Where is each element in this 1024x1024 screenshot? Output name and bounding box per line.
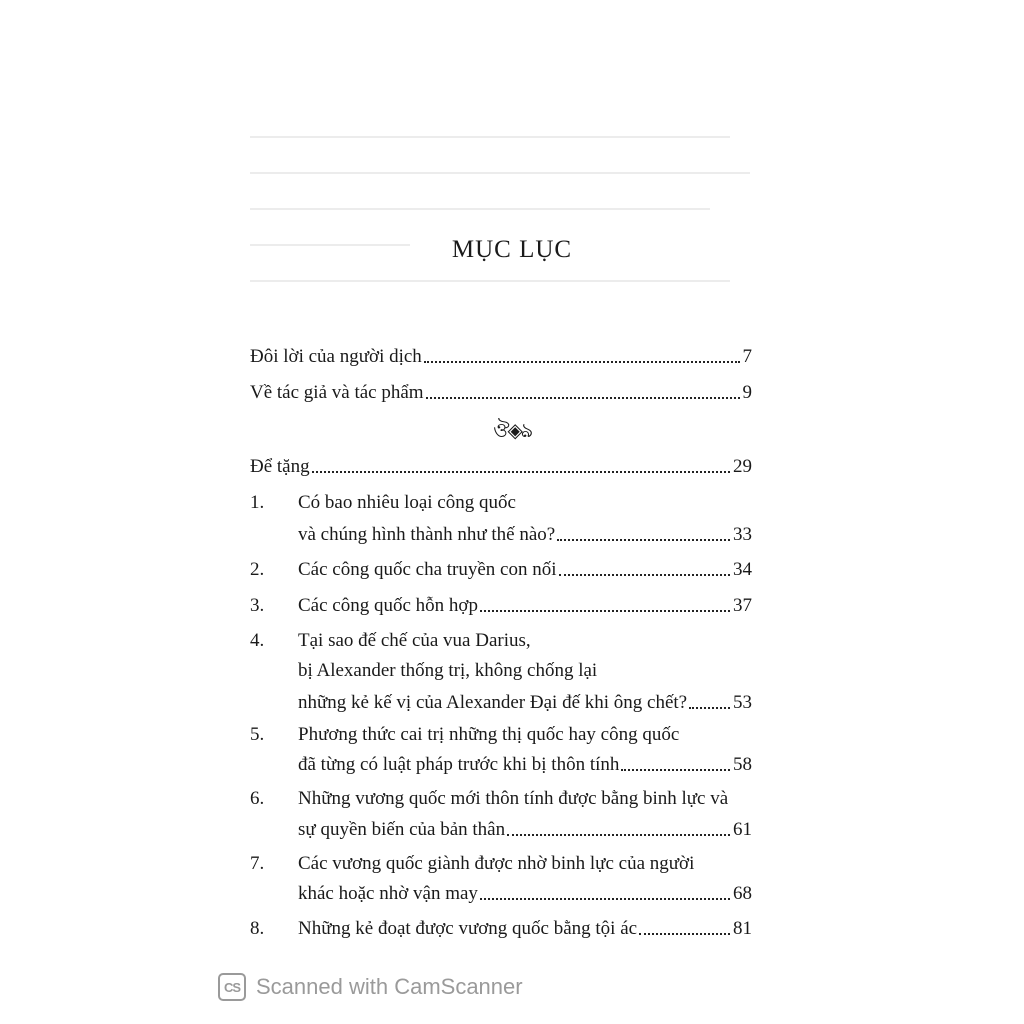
- dot-leader: [426, 397, 740, 399]
- show-through: [250, 280, 730, 282]
- chapter-number: 5.: [250, 724, 265, 745]
- toc-page-number: 81: [733, 918, 752, 939]
- toc-entry-title: Các vương quốc giành được nhờ binh lực của người: [298, 853, 695, 874]
- scanner-watermark: [218, 973, 523, 1001]
- toc-page-number: 61: [733, 819, 752, 840]
- toc-entry-title: sự quyền biến của bản thân: [298, 819, 506, 840]
- toc-entry-title: Những vương quốc mới thôn tính được bằng binh lực và: [298, 788, 729, 809]
- dot-leader: [559, 574, 730, 576]
- toc-entry-title: Phương thức cai trị những thị quốc hay công quốc: [298, 724, 680, 745]
- toc-page-number: 9: [742, 382, 752, 403]
- toc-entry-title: Đôi lời của người dịch: [250, 346, 422, 367]
- dot-leader: [480, 898, 730, 900]
- dot-leader: [480, 610, 730, 612]
- chapter-number: 1.: [250, 492, 265, 513]
- toc-page-number: 29: [733, 456, 752, 477]
- toc-entry-title: Tại sao đế chế của vua Darius,: [298, 630, 531, 651]
- toc-page-number: 37: [733, 595, 752, 616]
- watermark-text: Scanned with CamScanner: [256, 974, 523, 999]
- show-through: [250, 208, 710, 210]
- chapter-number: 2.: [250, 559, 265, 580]
- dot-leader: [312, 471, 730, 473]
- toc-entry-title: Các công quốc hỗn hợp: [298, 595, 478, 616]
- page-title: MỤC LỤC: [451, 236, 573, 263]
- toc-entry-title: Có bao nhiêu loại công quốc: [298, 492, 516, 513]
- toc-entry-title: bị Alexander thống trị, không chống lại: [298, 660, 598, 681]
- toc-entry-title: Những kẻ đoạt được vương quốc bằng tội ác: [298, 918, 638, 939]
- toc-entry-title: khác hoặc nhờ vận may: [298, 883, 478, 904]
- toc-entry-title: Các công quốc cha truyền con nối: [298, 559, 557, 580]
- toc-entry-title: và chúng hình thành như thế nào?: [298, 524, 556, 545]
- chapter-number: 6.: [250, 788, 265, 809]
- camscanner-logo-icon: CS: [218, 973, 246, 1001]
- toc-entry-title: đã từng có luật pháp trước khi bị thôn tính: [298, 754, 620, 775]
- toc-page-number: 53: [733, 692, 752, 713]
- dot-leader: [507, 834, 730, 836]
- chapter-number: 3.: [250, 595, 265, 616]
- toc-entry-title: Để tặng: [250, 456, 310, 477]
- ornament-divider: ঔ◈ঌ: [493, 420, 531, 442]
- toc-page-number: 58: [733, 754, 752, 775]
- dot-leader: [424, 361, 740, 363]
- show-through: [250, 172, 750, 174]
- toc-page-number: 7: [742, 346, 752, 367]
- dot-leader: [639, 933, 730, 935]
- show-through: [250, 136, 730, 138]
- chapter-number: 8.: [250, 918, 265, 939]
- toc-page-number: 34: [733, 559, 752, 580]
- toc-entry-title: Về tác giả và tác phẩm: [250, 382, 424, 403]
- dot-leader: [621, 769, 730, 771]
- toc-page-number: 33: [733, 524, 752, 545]
- dot-leader: [557, 539, 730, 541]
- toc-page-number: 68: [733, 883, 752, 904]
- chapter-number: 4.: [250, 630, 265, 651]
- toc-entry-title: những kẻ kế vị của Alexander Đại đế khi ông chết?: [298, 692, 688, 713]
- chapter-number: 7.: [250, 853, 265, 874]
- dot-leader: [689, 707, 730, 709]
